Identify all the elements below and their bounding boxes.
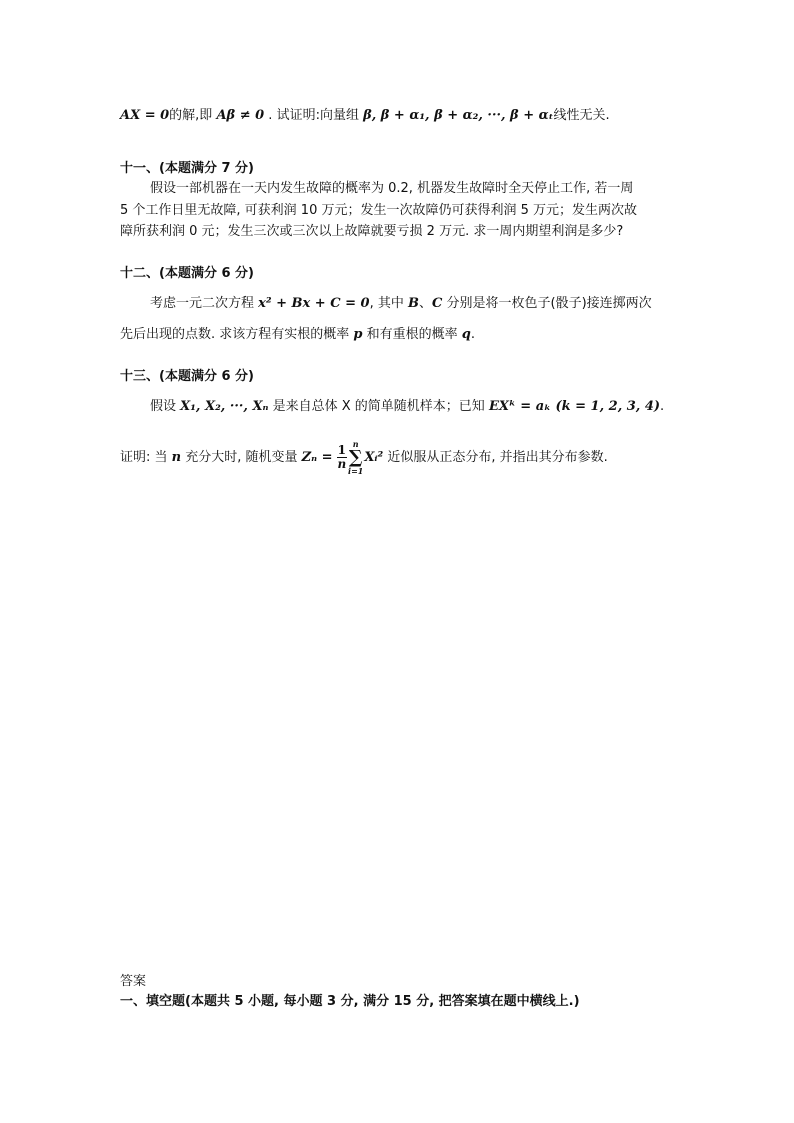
text: .: [470, 327, 476, 342]
text: 充分大时, 随机变量: [185, 450, 298, 465]
q13-line-2: [120, 438, 608, 478]
text: . 试证明:向量组: [264, 108, 359, 123]
var-q: q: [461, 327, 471, 342]
fraction-denominator: n: [337, 457, 347, 471]
text: .: [660, 399, 665, 414]
text: , 其中: [369, 296, 404, 311]
q13-line-1: [150, 399, 664, 415]
q12-line-1: [150, 296, 652, 312]
equation-ax: AX = 0: [120, 108, 170, 123]
answers-section-1: 一、填空题(本题共 5 小题, 每小题 3 分, 满分 15 分, 把答案填在题中横线上.): [120, 994, 580, 1009]
text: 先后出现的点数. 求该方程有实根的概率: [120, 327, 350, 342]
text: 线性无关.: [553, 108, 610, 123]
text: 分别是将一枚色子(骰子)接连掷两次: [446, 296, 652, 311]
sum-upper: n: [352, 438, 359, 449]
fraction-numerator: 1: [337, 443, 347, 457]
q11-heading: 十一、(本题满分 7 分): [120, 161, 254, 176]
q11-line-1: 假设一部机器在一天内发生故障的概率为 0.2, 机器发生故障时全天停止工作, 若一周: [150, 181, 634, 196]
text: 、: [418, 296, 432, 311]
fraction: [337, 444, 347, 471]
q11-line-3: 障所获利润 0 元；发生三次或三次以上故障就要亏损 2 万元. 求一周内期望利润是多少?: [120, 224, 624, 239]
moment-eq: EXᵏ = aₖ (k = 1, 2, 3, 4): [488, 399, 661, 414]
text: 假设: [150, 399, 177, 414]
text: 考虑一元二次方程: [150, 296, 255, 311]
sum-lower: i=1: [348, 465, 364, 476]
q13-heading: 十三、(本题满分 6 分): [120, 369, 254, 384]
xi-squared: Xᵢ²: [364, 450, 384, 465]
summation: [348, 440, 363, 476]
vector-group: β, β + α₁, β + α₂, ···, β + αₜ: [363, 108, 554, 123]
sample-vars: X₁, X₂, ···, Xₙ: [180, 399, 269, 414]
var-b: B: [407, 296, 419, 311]
zn-symbol: Zₙ =: [301, 450, 333, 465]
sum-sigma: ∑: [348, 446, 363, 468]
answers-title: 答案: [120, 974, 147, 989]
q10-continuation: [120, 108, 610, 124]
var-p: p: [353, 327, 363, 342]
q11-line-2: 5 个工作日里无故障, 可获利润 10 万元；发生一次故障仍可获得利润 5 万元；发生两次故: [120, 203, 638, 218]
text: 和有重根的概率: [366, 327, 458, 342]
quadratic-equation: x² + Bx + C = 0: [258, 296, 370, 311]
text: 的解,即: [169, 108, 213, 123]
text: 近似服从正态分布, 并指出其分布参数.: [387, 450, 608, 465]
q12-heading: 十二、(本题满分 6 分): [120, 266, 254, 281]
var-c: C: [432, 296, 443, 311]
equation-abeta: Aβ ≠ 0: [216, 108, 265, 123]
var-n: n: [171, 450, 182, 465]
text: 证明: 当: [120, 450, 168, 465]
text: 是来自总体 X 的简单随机样本；已知: [272, 399, 485, 414]
q12-line-2: [120, 327, 475, 343]
